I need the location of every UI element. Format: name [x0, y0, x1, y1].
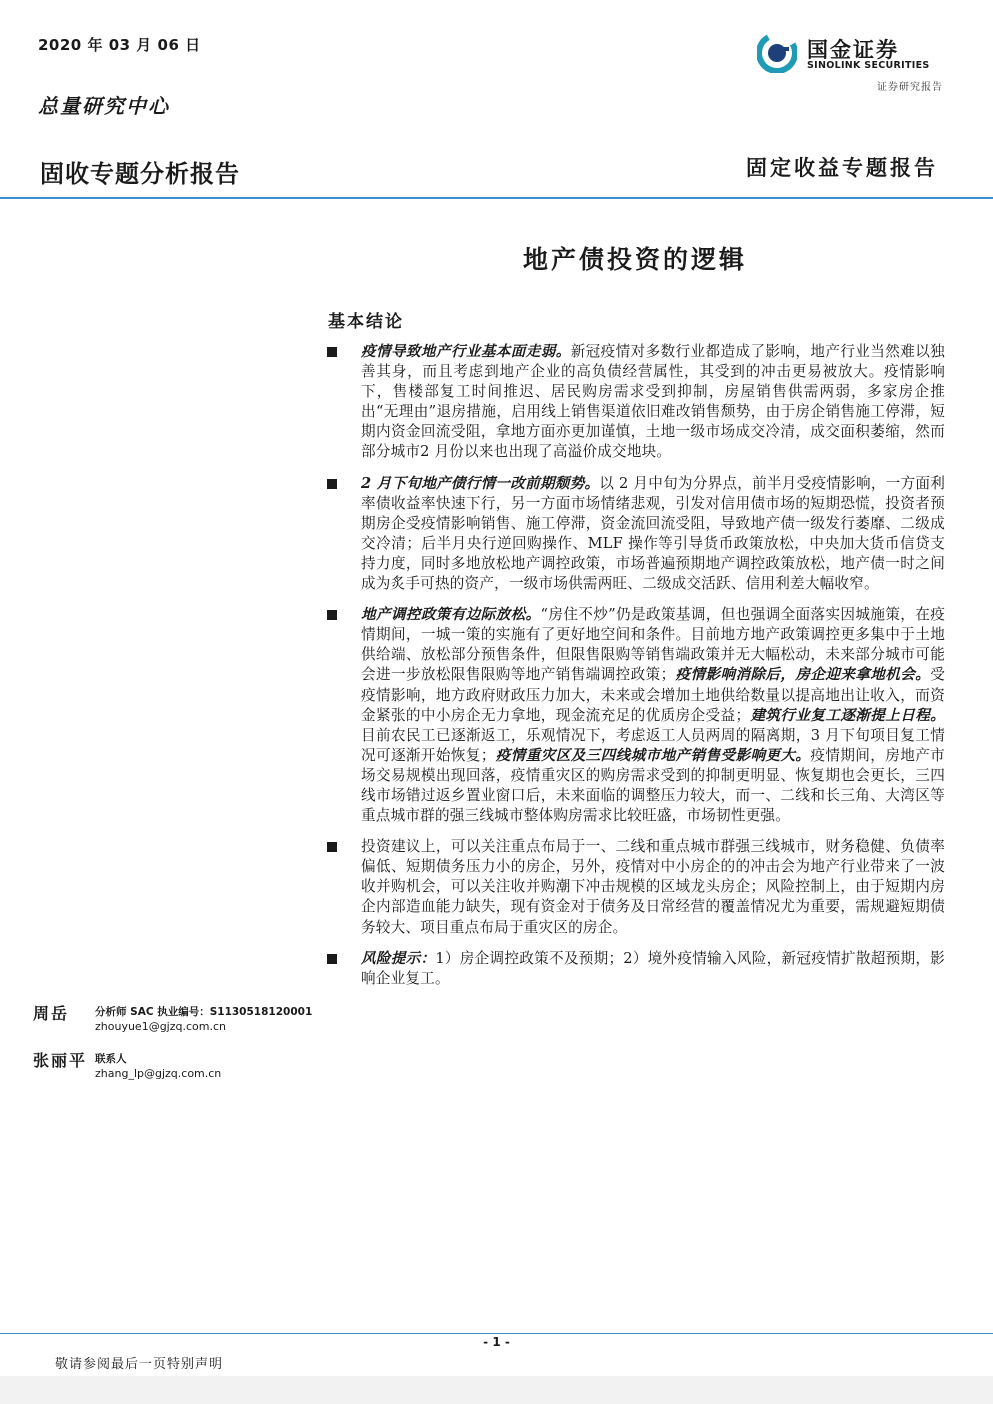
- header-divider: [0, 197, 993, 199]
- sinolink-logo-icon: [757, 33, 797, 73]
- bullet-highlight: 2 月下旬地产债行情一改前期颓势。: [361, 474, 600, 492]
- analyst-email[interactable]: zhouyue1@gjzq.com.cn: [95, 1020, 226, 1033]
- bullet-highlight: 疫情影响消除后，房企迎来拿地机会。: [675, 666, 931, 684]
- bullet-square-icon: [327, 347, 337, 357]
- bullet-highlight: 风险提示：: [361, 949, 436, 967]
- research-center: 总量研究中心: [38, 94, 170, 118]
- report-type: 固收专题分析报告: [40, 160, 240, 188]
- bullet-text: 目前农民工已逐渐返工，乐观情况下，考虑返工人员两周的隔离期，3 月下旬项目复工情况可逐渐开始恢复；: [361, 726, 945, 764]
- conclusion-item: [325, 605, 945, 826]
- analyst-role: 分析师 SAC 执业编号：S1130518120001: [95, 1006, 313, 1018]
- page-number: - 1 -: [483, 1335, 510, 1349]
- bullet-square-icon: [327, 954, 337, 964]
- bullet-text: 投资建议上，可以关注重点布局于一、二线和重点城市群强三线城市，财务稳健、负债率偏低、短期债务压力小的房企，另外，疫情对中小房企的的冲击会为地产行业带来了一波收并购机会，可以关注收并购潮下冲击规模的区域龙头房企；风险控制上，由于短期内房企内部造血能力缺失，现有资金对于债务及日常经营的覆盖情况尤为重要，需规避短期债务较大、项目重点布局于重灾区的房企。: [361, 838, 945, 936]
- bullet-text: 新冠疫情对多数行业都造成了影响，地产行业当然难以独善其身，而且考虑到地产企业的高负债经营属性，其受到的冲击更易被放大。疫情影响下，售楼部复工时间推迟、居民购房需求受到抑制，房屋销售供需两弱，多家房企推出“无理由”退房措施，启用线上销售渠道依旧难改销售颓势，由于房企销售施工停滞，短期内资金回流受阻，拿地方面亦更加谨慎，土地一级市场成交冷清，成交面积萎缩，然而部分城市2 月份以来也出现了高溢价成交地块。: [361, 343, 945, 461]
- logo-text-cn: 国金证券: [807, 38, 899, 62]
- conclusion-item: [325, 342, 945, 463]
- conclusion-item: [325, 949, 945, 989]
- report-date: 2020 年 03 月 06 日: [38, 36, 201, 54]
- logo-text-en: SINOLINK SECURITIES: [807, 60, 930, 71]
- bullet-text: 以 2 月中旬为分界点，前半月受疫情影响，一方面利率债收益率快速下行，另一方面市场情绪悲观，引发对信用债市场的短期恐慌，投资者预期房企受疫情影响销售、施工停滞，资金流回流受阻，导致地产债一级发行萎靡、二级成交冷清；后半月央行逆回购操作、MLF 操作等引导货币政策放松，中央加大货币信贷支持力度，同时多地放松地产调控政策，市场普遍预期地产调控政策放松，地产债一时之间成为炙手可热的资产，一级市场供需两旺、二级成交活跃、信用利差大幅收窄。: [361, 474, 945, 593]
- report-category: 固定收益专题报告: [746, 155, 938, 180]
- bullet-square-icon: [327, 479, 337, 489]
- analyst-name: 周岳: [33, 1004, 70, 1023]
- bullet-text: “房住不炒”仍是政策基调，但也强调全面落实因城施策，在疫情期间，一城一策的实施有了更好地空间和条件。目前地方地产政策调控更多集中于土地供给端、放松部分预售条件，但限售限购等销售端政策并无大幅松动，未来部分城市可能会进一步放松限售限购等地产销售端调控政策；: [361, 606, 945, 684]
- conclusion-list: [325, 342, 945, 1000]
- contact-role: 联系人: [95, 1053, 127, 1065]
- logo-subtitle: 证券研究报告: [877, 82, 943, 93]
- bullet-square-icon: [327, 610, 337, 620]
- contact-name: 张丽平: [33, 1051, 88, 1070]
- disclaimer-note: 敬请参阅最后一页特别声明: [55, 1357, 224, 1372]
- conclusion-item: [325, 837, 945, 937]
- company-logo: [757, 33, 945, 75]
- bullet-text: 受疫情影响，地方政府财政压力加大，未来或会增加土地供给数量以提高地出让收入，而资金紧张的中小房企无力拿地，现金流充足的优质房企受益；: [361, 666, 945, 724]
- bullet-highlight: 地产调控政策有边际放松。: [361, 606, 541, 624]
- bullet-text: 1）房企调控政策不及预期；2）境外疫情输入风险，新冠疫情扩散超预期，影响企业复工。: [361, 949, 945, 987]
- conclusion-heading: 基本结论: [328, 312, 404, 332]
- footer-band: [0, 1376, 993, 1404]
- bullet-highlight: 疫情导致地产行业基本面走弱。: [361, 343, 571, 360]
- bullet-highlight: 建筑行业复工逐渐提上日程。: [750, 706, 945, 724]
- bullet-text: 疫情期间，房地产市场交易规模出现回落，疫情重灾区的购房需求受到的抑制更明显、恢复期也会更长，三四线市场错过返乡置业窗口后，未来面临的调整压力较大，而一、二线和长三角、大湾区等重点城市群的强三线城市整体购房需求比较旺盛，市场韧性更强。: [361, 746, 945, 825]
- conclusion-item: [325, 474, 945, 595]
- bullet-highlight: 疫情重灾区及三四线城市地产销售受影响更大。: [495, 746, 811, 764]
- page-title: 地产债投资的逻辑: [522, 245, 747, 274]
- contact-email[interactable]: zhang_lp@gjzq.com.cn: [95, 1067, 222, 1080]
- bullet-square-icon: [327, 842, 337, 852]
- footer-divider: [0, 1333, 993, 1334]
